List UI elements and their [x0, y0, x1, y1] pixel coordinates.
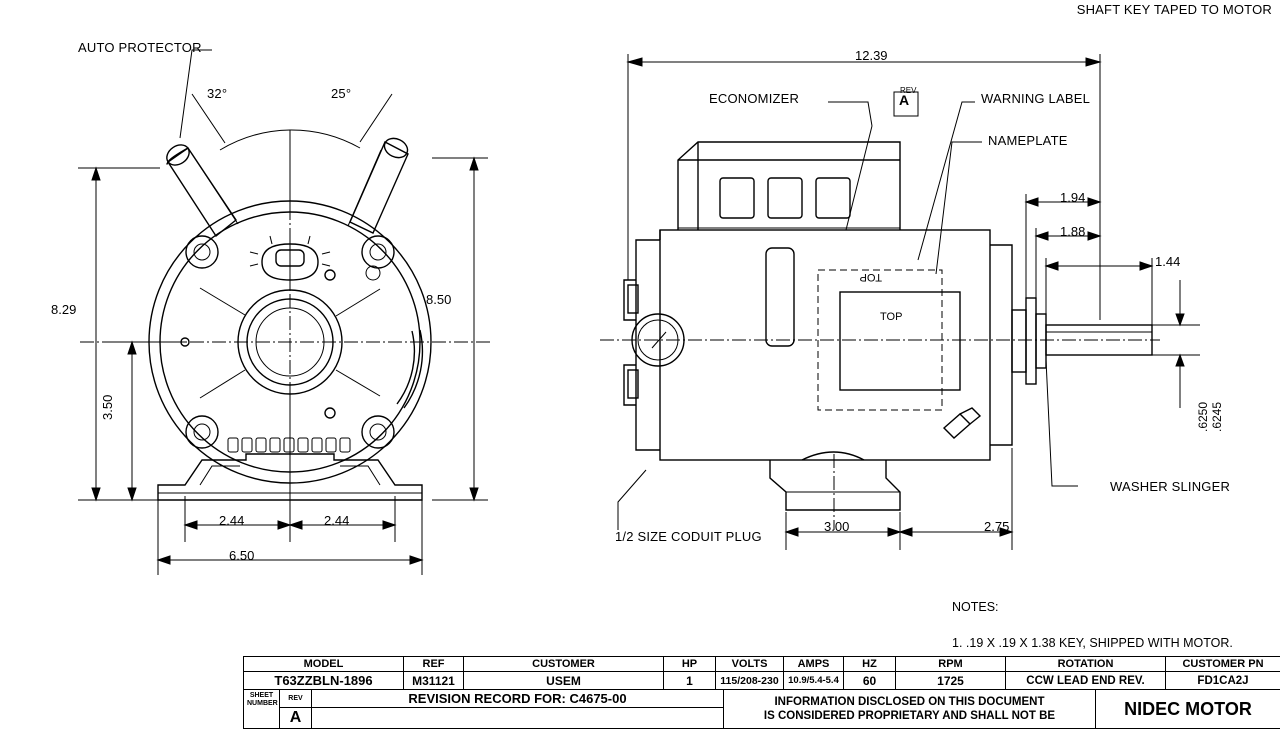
svg-text:TOP: TOP [880, 311, 903, 323]
company-name: NIDEC MOTOR [1096, 690, 1280, 729]
th-rpm: RPM [896, 657, 1006, 672]
td-rotation: CCW LEAD END REV. [1006, 672, 1166, 690]
dim-3-50: 3.50 [100, 394, 115, 420]
dim-1-88: 1.88 [1060, 224, 1086, 239]
revision-record-blank [312, 708, 724, 729]
td-model: T63ZZBLN-1896 [244, 672, 404, 690]
dim-8-50: 8.50 [426, 292, 452, 307]
title-block-header-row [244, 657, 1280, 672]
th-model: MODEL [244, 657, 404, 672]
notes-heading: NOTES: [952, 600, 999, 614]
auto-protector-label: AUTO PROTECTOR [78, 40, 202, 55]
rev-label: REV [280, 690, 312, 708]
th-customer-pn: CUSTOMER PN [1166, 657, 1280, 672]
shaft-key-note: SHAFT KEY TAPED TO MOTOR [1076, 2, 1272, 17]
td-hp: 1 [664, 672, 716, 690]
sheet-number-label: SHEET NUMBER [244, 690, 280, 729]
dim-2-44-right: 2.44 [324, 513, 350, 528]
title-block [243, 656, 1280, 729]
end-view-drawing [40, 30, 560, 600]
dim-3-00: 3.00 [824, 519, 850, 534]
svg-text:TOP: TOP [859, 271, 882, 283]
proprietary-line-2: IS CONSIDERED PROPRIETARY AND SHALL NOT BE [763, 710, 1056, 722]
dim-1-44: 1.44 [1155, 254, 1181, 269]
th-volts: VOLTS [716, 657, 784, 672]
th-ref: REF [404, 657, 464, 672]
angle-32-label: 32° [207, 86, 228, 101]
conduit-plug-label: 1/2 SIZE CODUIT PLUG [615, 529, 762, 544]
revision-record: REVISION RECORD FOR: C4675-00 [312, 690, 724, 708]
nameplate-label: NAMEPLATE [988, 133, 1068, 148]
dim-1-94: 1.94 [1060, 190, 1086, 205]
angle-25-label: 25° [331, 86, 352, 101]
rev-value: A [280, 708, 312, 729]
title-block-value-row [244, 672, 1280, 690]
td-customer-pn: FD1CA2J [1166, 672, 1280, 690]
rev-flag: A [899, 92, 910, 108]
th-rotation: ROTATION [1006, 657, 1166, 672]
washer-slinger-label: WASHER SLINGER [1110, 479, 1231, 494]
td-rpm: 1725 [896, 672, 1006, 690]
economizer-label: ECONOMIZER [709, 91, 800, 106]
notes-item-1: 1. .19 X .19 X 1.38 KEY, SHIPPED WITH MOTOR. [952, 636, 1233, 650]
dim-2-44-left: 2.44 [219, 513, 245, 528]
td-volts: 115/208-230 [716, 672, 784, 690]
td-amps: 10.9/5.4-5.4 [784, 672, 844, 690]
td-hz: 60 [844, 672, 896, 690]
dim-6-50: 6.50 [229, 548, 255, 563]
dim-shaft-dia-min: .6245 [1210, 401, 1224, 432]
warning-label-callout: WARNING LABEL [981, 91, 1091, 106]
td-customer: USEM [464, 672, 664, 690]
dim-2-75: 2.75 [984, 519, 1010, 534]
rev-flag-caption: REV [900, 86, 917, 95]
th-hz: HZ [844, 657, 896, 672]
th-customer: CUSTOMER [464, 657, 664, 672]
th-hp: HP [664, 657, 716, 672]
dim-12-39: 12.39 [855, 48, 888, 63]
side-view-drawing [600, 30, 1260, 590]
proprietary-line-1: INFORMATION DISCLOSED ON THIS DOCUMENT [774, 695, 1045, 708]
th-amps: AMPS [784, 657, 844, 672]
dim-shaft-dia-max: .6250 [1196, 401, 1210, 432]
dim-8-29: 8.29 [51, 302, 77, 317]
proprietary-note [724, 690, 1096, 729]
td-ref: M31121 [404, 672, 464, 690]
